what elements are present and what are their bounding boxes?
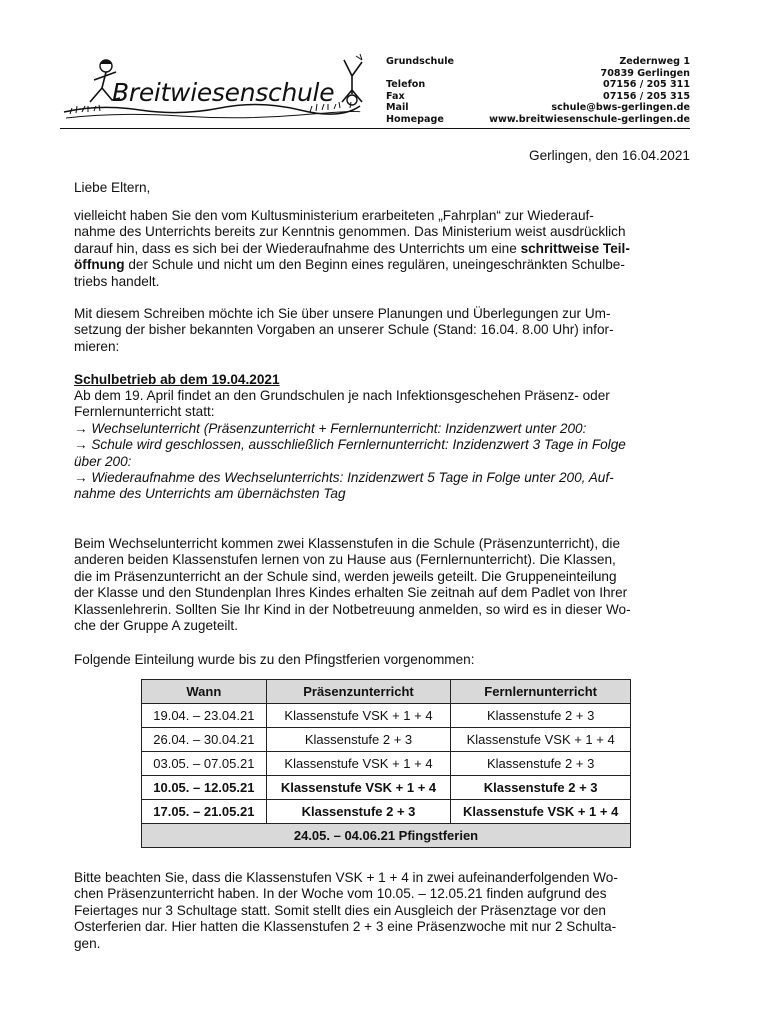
- text-line: Fernlernunterricht statt:: [74, 404, 215, 420]
- table-cell: Klassenstufe 2 + 3: [451, 776, 631, 800]
- table-cell: Klassenstufe VSK + 1 + 4: [266, 776, 451, 800]
- text-line: der Klasse und den Stundenplan Ihres Kindes erhalten Sie zeitnah auf dem Padlet von Ihrer: [74, 585, 628, 601]
- text-line: [74, 257, 690, 273]
- contact-row: [386, 56, 690, 68]
- text-line: chen Präsenzunterricht haben. In der Woche vom 10.05. – 12.05.21 finden aufgrund des: [74, 886, 607, 902]
- contact-label: Fax: [386, 90, 405, 102]
- holiday-row: [142, 824, 631, 848]
- contact-row: [386, 79, 690, 91]
- table-cell: Klassenstufe 2 + 3: [266, 728, 451, 752]
- rule-item: → Wiederaufnahme des Wechselunterrichts: Inzidenzwert 5 Tage in Folge unter 200, Auf-: [74, 470, 614, 486]
- emphasis-text: schrittweise Teil-: [520, 240, 630, 256]
- contact-label: Grundschule: [386, 56, 454, 67]
- contact-label: Telefon: [386, 79, 426, 91]
- table-header-row: [142, 680, 631, 704]
- text-line: che der Gruppe A zugeteilt.: [74, 618, 238, 634]
- contact-row: [386, 102, 690, 114]
- rule-item: → Schule wird geschlossen, ausschließlich Fernlernunterricht: Inzidenzwert 3 Tage in Folge: [74, 437, 626, 453]
- text-run: darauf hin, dass es sich bei der Wiederaufnahme des Unterrichts um eine: [74, 240, 521, 256]
- table-cell: Klassenstufe VSK + 1 + 4: [266, 752, 451, 776]
- contact-value: 07156 / 205 315: [603, 90, 690, 102]
- schedule-table: [141, 679, 631, 848]
- table-cell: 19.04. – 23.04.21: [142, 704, 267, 728]
- table-row: [142, 728, 631, 752]
- text-line: [74, 241, 690, 257]
- text-line: Feiertages nur 3 Schultage statt. Somit stellt dies ein Ausgleich der Präsenztage vor den: [74, 902, 606, 918]
- contact-value: 07156 / 205 311: [603, 79, 690, 91]
- rule-item: nahme des Unterrichts am übernächsten Tag: [74, 486, 346, 502]
- text-line: gen.: [74, 935, 101, 951]
- contact-value: Zedernweg 1: [619, 56, 690, 67]
- table-intro: Folgende Einteilung wurde bis zu den Pfingstferien vorgenommen:: [74, 652, 475, 667]
- table-row: [142, 800, 631, 824]
- table-cell: 03.05. – 07.05.21: [142, 752, 267, 776]
- contact-value: schule@bws-gerlingen.de: [551, 102, 690, 114]
- table-cell: Klassenstufe VSK + 1 + 4: [266, 704, 451, 728]
- letterhead: [60, 52, 690, 132]
- table-row: [142, 752, 631, 776]
- text-line: Bitte beachten Sie, dass die Klassenstufen VSK + 1 + 4 in zwei aufeinanderfolgenden Wo-: [74, 870, 618, 885]
- table-cell: 10.05. – 12.05.21: [142, 776, 267, 800]
- letter-date: Gerlingen, den 16.04.2021: [529, 148, 690, 163]
- paragraph-rules: [74, 388, 690, 503]
- text-line: nahme des Unterrichts bereits zur Kenntnis genommen. Das Ministerium weist ausdrücklich: [74, 224, 626, 240]
- paragraph-planning: [74, 306, 690, 355]
- contact-value: 70839 Gerlingen: [600, 67, 690, 79]
- paragraph-alternating: [74, 536, 690, 634]
- text-line: vielleicht haben Sie den vom Kultusministerium erarbeiteten „Fahrplan“ zur Wiederauf-: [74, 208, 594, 223]
- text-line: anderen beiden Klassenstufen lernen von zu Hause aus (Fernlernunterricht). Die Klassen,: [74, 552, 616, 568]
- contact-value: www.breitwiesenschule-gerlingen.de: [489, 113, 690, 125]
- table-cell: Klassenstufe 2 + 3: [266, 800, 451, 824]
- table-cell: Klassenstufe VSK + 1 + 4: [451, 800, 631, 824]
- greeting: Liebe Eltern,: [74, 180, 151, 195]
- column-header: Präsenzunterricht: [266, 680, 451, 704]
- emphasis-text: öffnung: [74, 257, 125, 273]
- text-line: mieren:: [74, 338, 120, 354]
- contact-row: [386, 114, 690, 126]
- school-logo: [60, 52, 380, 132]
- column-header: Fernlernunterricht: [451, 680, 631, 704]
- text-line: die im Präsenzunterricht an der Schule sind, werden jeweils geteilt. Die Gruppeneinteilung: [74, 568, 617, 584]
- school-name: Breitwiesenschule: [112, 78, 335, 107]
- contact-block: [386, 56, 690, 126]
- holiday-cell: 24.05. – 04.06.21 Pfingstferien: [142, 824, 631, 848]
- rule-item: über 200:: [74, 453, 132, 469]
- text-line: Mit diesem Schreiben möchte ich Sie über unsere Planungen und Überlegungen zur Um-: [74, 306, 611, 321]
- paragraph-note: [74, 870, 690, 952]
- text-line: triebs handelt.: [74, 273, 160, 289]
- column-header: Wann: [142, 680, 267, 704]
- section-title: Schulbetrieb ab dem 19.04.2021: [74, 372, 280, 387]
- rule-item: → Wechselunterricht (Präsenzunterricht + Fernlernunterricht: Inzidenzwert unter 200:: [74, 420, 587, 436]
- table-cell: Klassenstufe 2 + 3: [451, 704, 631, 728]
- table-cell: 26.04. – 30.04.21: [142, 728, 267, 752]
- letterhead-divider: [60, 128, 690, 129]
- paragraph-intro: [74, 208, 690, 290]
- table-row: [142, 776, 631, 800]
- table-row: [142, 704, 631, 728]
- text-line: Osterferien dar. Hier hatten die Klassenstufen 2 + 3 eine Präsenzwoche mit nur 2 Schulta-: [74, 919, 617, 935]
- contact-row: [386, 91, 690, 103]
- contact-label: Mail: [386, 102, 409, 114]
- text-line: Klassenlehrerin. Sollten Sie Ihr Kind in der Notbetreuung anmelden, so wird es in dieser Wo-: [74, 601, 631, 617]
- text-line: setzung der bisher bekannten Vorgaben an unserer Schule (Stand: 16.04. 8.00 Uhr) infor-: [74, 322, 614, 338]
- contact-label: Homepage: [386, 113, 444, 125]
- text-line: Ab dem 19. April findet an den Grundschulen je nach Infektionsgeschehen Präsenz- oder: [74, 388, 610, 403]
- table-cell: 17.05. – 21.05.21: [142, 800, 267, 824]
- text-run: der Schule und nicht um den Beginn eines regulären, uneingeschränkten Schulbe-: [124, 257, 625, 273]
- table-cell: Klassenstufe VSK + 1 + 4: [451, 728, 631, 752]
- contact-row: [386, 68, 690, 80]
- table-cell: Klassenstufe 2 + 3: [451, 752, 631, 776]
- text-line: Beim Wechselunterricht kommen zwei Klassenstufen in die Schule (Präsenzunterricht), die: [74, 536, 621, 551]
